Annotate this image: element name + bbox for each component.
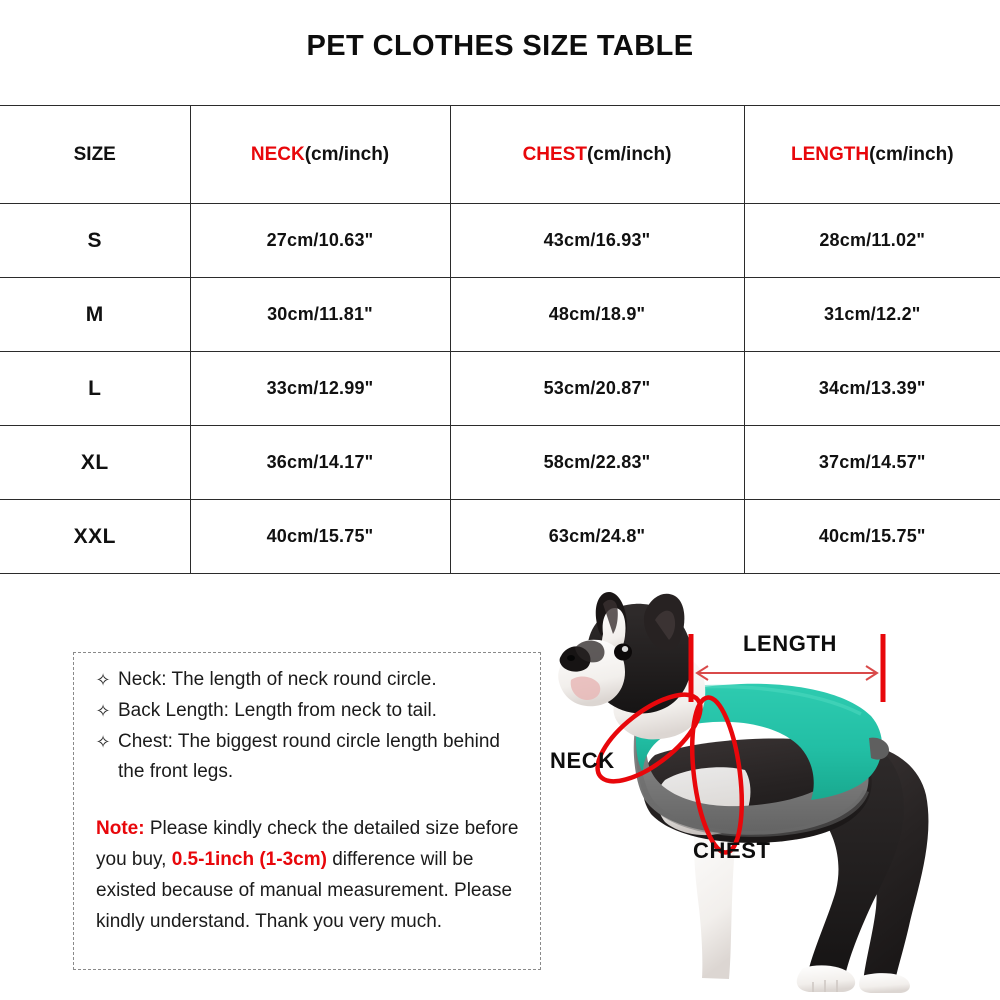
chest-measure-ellipse: [685, 695, 750, 855]
column-header-length-unit: (cm/inch): [869, 143, 954, 165]
cell-length: 40cm/15.75": [744, 500, 1000, 574]
length-label: LENGTH: [743, 631, 838, 656]
length-double-arrow: [697, 666, 877, 680]
page-title: PET CLOTHES SIZE TABLE: [306, 30, 694, 62]
cell-neck: 27cm/10.63": [190, 204, 450, 278]
cell-size: M: [0, 278, 190, 352]
list-item: [88, 665, 528, 695]
cell-length: 31cm/12.2": [744, 278, 1000, 352]
cell-chest: 53cm/20.87": [450, 352, 744, 426]
cell-size: XL: [0, 426, 190, 500]
column-header-chest: [450, 106, 744, 204]
cell-length: 28cm/11.02": [744, 204, 1000, 278]
column-header-neck-key: NECK: [250, 143, 305, 165]
cell-size: L: [0, 352, 190, 426]
chest-label: CHEST: [693, 838, 771, 863]
list-item: [88, 696, 528, 726]
measurement-notes-panel: [73, 652, 541, 970]
list-item-label: Back Length: Length from neck to tail.: [118, 700, 437, 721]
dog-measurement-illustration: [545, 590, 1000, 1000]
column-header-chest-key: CHEST: [522, 143, 587, 165]
table-row: [0, 204, 1000, 278]
cell-size: XXL: [0, 500, 190, 574]
diamond-star-bullet-icon: ✧: [95, 701, 111, 721]
cell-chest: 43cm/16.93": [450, 204, 744, 278]
note-text-part-1: Please kindly check the detailed size before you buy,: [96, 818, 519, 870]
cell-chest: 58cm/22.83": [450, 426, 744, 500]
cell-size: S: [0, 204, 190, 278]
list-item: [88, 727, 528, 787]
column-header-neck-unit: (cm/inch): [304, 143, 390, 165]
note-label: Note:: [96, 818, 145, 839]
table-row: [0, 352, 1000, 426]
column-header-size: [0, 106, 190, 204]
size-table: [0, 105, 1000, 574]
column-header-chest-unit: (cm/inch): [586, 143, 672, 165]
note-tolerance-highlight: 0.5-1inch (1-3cm): [171, 849, 327, 870]
diamond-star-bullet-icon: ✧: [95, 732, 111, 752]
table-row: [0, 426, 1000, 500]
cell-neck: 33cm/12.99": [190, 352, 450, 426]
neck-label: NECK: [550, 748, 615, 773]
cell-chest: 48cm/18.9": [450, 278, 744, 352]
column-header-length: [744, 106, 1000, 204]
column-header-neck: [190, 106, 450, 204]
table-row: [0, 500, 1000, 574]
table-row: [0, 278, 1000, 352]
list-item-label: Neck: The length of neck round circle.: [118, 669, 437, 690]
table-header-row: [0, 106, 1000, 204]
cell-neck: 30cm/11.81": [190, 278, 450, 352]
cell-neck: 40cm/15.75": [190, 500, 450, 574]
note-text-part-2: difference will be existed because of manual measurement. Please kindly understand. Thank you very much.: [96, 849, 513, 932]
measurement-definitions-list: [88, 665, 528, 788]
cell-chest: 63cm/24.8": [450, 500, 744, 574]
diamond-star-bullet-icon: ✧: [95, 670, 111, 690]
cell-neck: 36cm/14.17": [190, 426, 450, 500]
cell-length: 37cm/14.57": [744, 426, 1000, 500]
size-table-container: [0, 105, 1000, 574]
column-header-length-key: LENGTH: [790, 143, 870, 165]
column-header-size-label: SIZE: [73, 143, 116, 165]
note-disclaimer: [96, 813, 526, 937]
cell-length: 34cm/13.39": [744, 352, 1000, 426]
list-item-label: Chest: The biggest round circle length behind the front legs.: [118, 731, 501, 782]
